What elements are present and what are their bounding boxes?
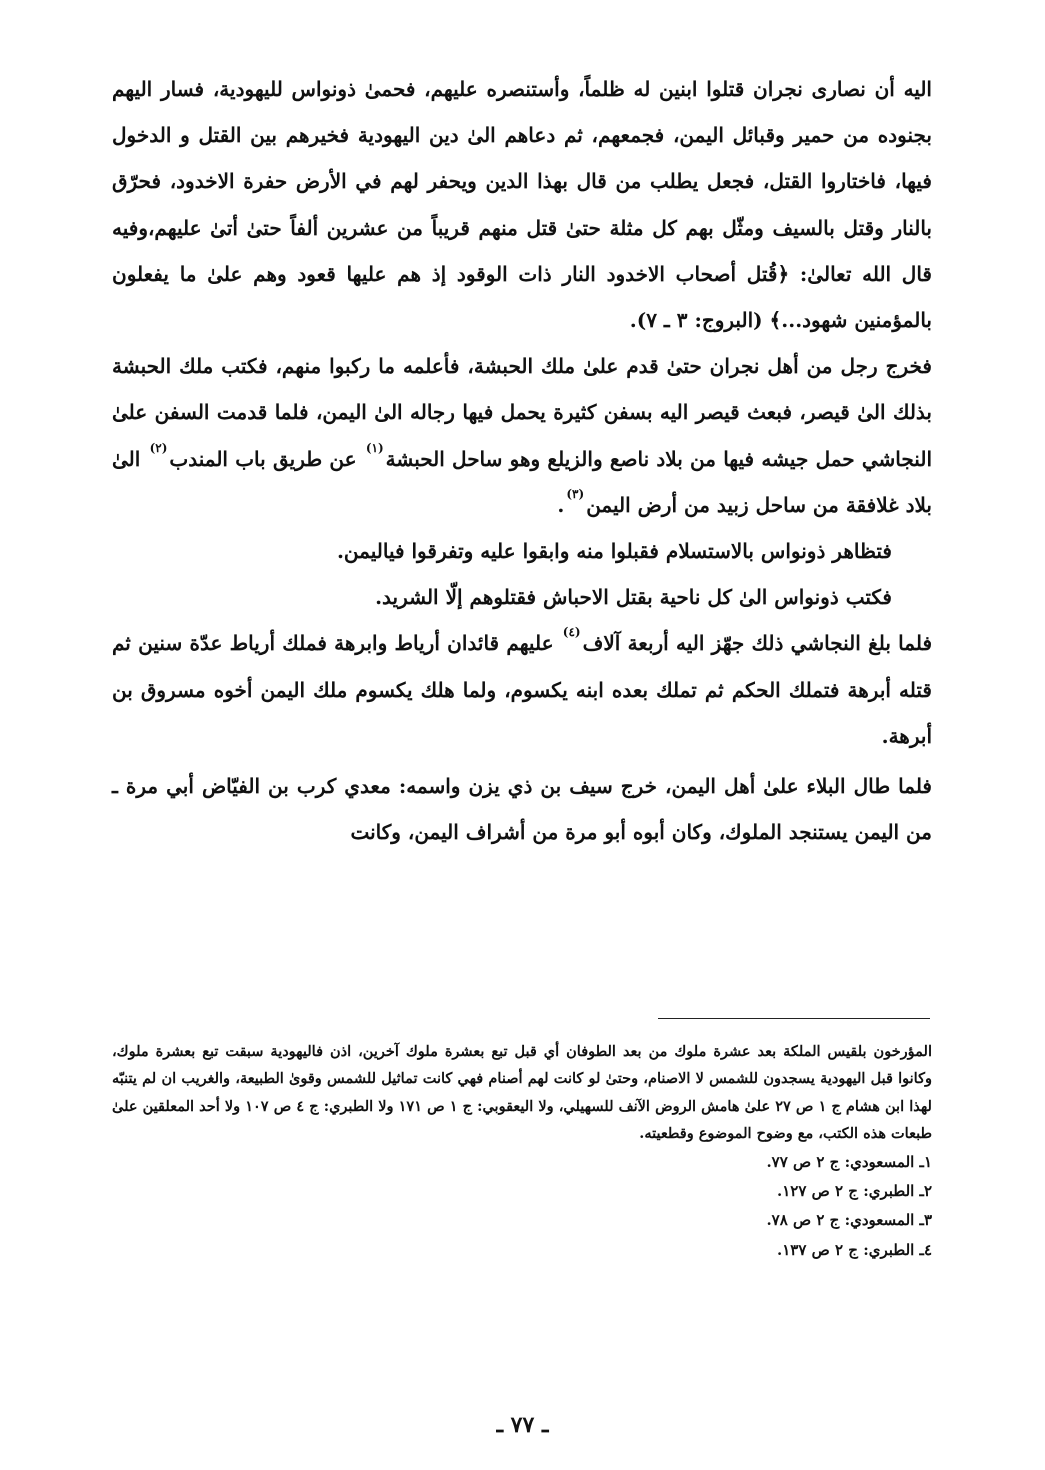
paragraph-2-part-a: فخرج رجل من أهل نجران حتىٰ قدم علىٰ ملك الحبشة، فأعلمه ما ركبوا منهم، فكتب ملك الحبشة بذلك الىٰ قيصر، فبعث قيصر اليه بسفن كثيرة يحمل فيها رجاله الىٰ اليمن، فلما قدمت السفن علىٰ النجاشي حمل جيشه فيها من بلاد ناصع والزيلع وهو ساحل الحبشة [112,354,932,471]
paragraph-2-end: . [557,492,565,517]
paragraph-5-part-b: عليهم قائدان أرياط وابرهة فملك أرياط عدّة سنين ثم قتله أبرهة فتملك الحكم ثم تملك بعده ابنه يكسوم، ولما هلك يكسوم ملك اليمن أخوه مسروق بن أبرهة. [112,631,932,748]
footnote-ref-4[interactable]: (٤) [562,625,581,640]
page-number: ـ ٧٧ ـ [496,1412,549,1438]
paragraph-6: فلما طال البلاء علىٰ أهل اليمن، خرج سيف بن ذي يزن واسمه: معدي كرب بن الفيّاض أبي مرة ـ من اليمن يستنجد الملوك، وكان أبوه أبو مرة من أشراف اليمن، وكانت [112,774,932,845]
paragraph-1: اليه أن نصارى نجران قتلوا ابنين له ظلماً، وأستنصره عليهم، فحمىٰ ذونواس لليهودية، فسار اليهم بجنوده من حمير وقبائل اليمن، فجمعهم، ثم دعاهم الىٰ دين اليهودية فخيرهم بين القتل و الدخول فيها، فاختاروا القتل، فجعل يطلب من قال بهذا الدين ويحفر لهم في الأرض حفرة الاخدود، فحرّق بالنار وقتل بالسيف ومثّل بهم كل مثلة حتىٰ قتل منهم قريباً من عشرين ألفاً حتىٰ أتىٰ عليهم،وفيه قال الله تعالىٰ: ﴿قُتل أصحاب الاخدود النار ذات الوقود إذ هم عليها قعود وهم علىٰ ما يفعلون بالمؤمنين شهود...﴾ (البروج: ٣ ـ ٧). [112,77,932,333]
main-text [112,66,932,855]
footnote-item-2: ٢ـ الطبري: ج ٢ ص ١٢٧. [777,1181,932,1200]
footnotes-section [112,1038,932,1265]
paragraph-4: فكتب ذونواس الىٰ كل ناحية بقتل الاحباش فقتلوهم إلّا الشريد. [375,585,892,610]
paragraph-2 [112,343,932,528]
footnote-divider [658,1018,930,1019]
footnote-item-4: ٤ـ الطبري: ج ٢ ص ١٣٧. [777,1240,932,1259]
footnote-list [112,1148,932,1265]
footnote-ref-2[interactable]: (٢) [149,440,168,455]
paragraph-2-part-b: عن طريق باب المندب [169,446,364,471]
footnote-item-1: ١ـ المسعودي: ج ٢ ص ٧٧. [766,1152,932,1171]
paragraph-3: فتظاهر ذونواس بالاستسلام فقبلوا منه وابقوا عليه وتفرقوا فياليمن. [336,539,892,564]
footnote-item-3: ٣ـ المسعودي: ج ٢ ص ٧٨. [766,1211,932,1230]
paragraph-2-part-c: الىٰ بلاد غلافقة من ساحل زبيد من أرض اليمن [112,446,932,517]
footnote-ref-1[interactable]: (١) [365,440,384,455]
paragraph-5-part-a: فلما بلغ النجاشي ذلك جهّز اليه أربعة آلاف [582,631,933,656]
paragraph-5 [112,620,932,759]
footnote-carryover: المؤرخون بلقيس الملكة بعد عشرة ملوك من بعد الطوفان أي قبل تبع بعشرة ملوك آخرين، اذن فاليهودية سبقت تبع بعشرة ملوك، وكانوا قبل اليهودية يسجدون للشمس لا الاصنام، وحتىٰ لو كانت لهم أصنام فهي كانت تماثيل للشمس وقوىٰ الطبيعة، والغريب ان لم يتنبّه لهذا ابن هشام ج ١ ص ٢٧ علىٰ هامش الروض الآنف للسهيلي، ولا اليعقوبي: ج ١ ص ١٧١ ولا الطبري: ج ٤ ص ١٠٧ ولا أحد المعلقين علىٰ طبعات هذه الكتب، مع وضوح الموضوع وقطعيته. [112,1043,932,1143]
footnote-ref-3[interactable]: (٣) [566,486,585,501]
